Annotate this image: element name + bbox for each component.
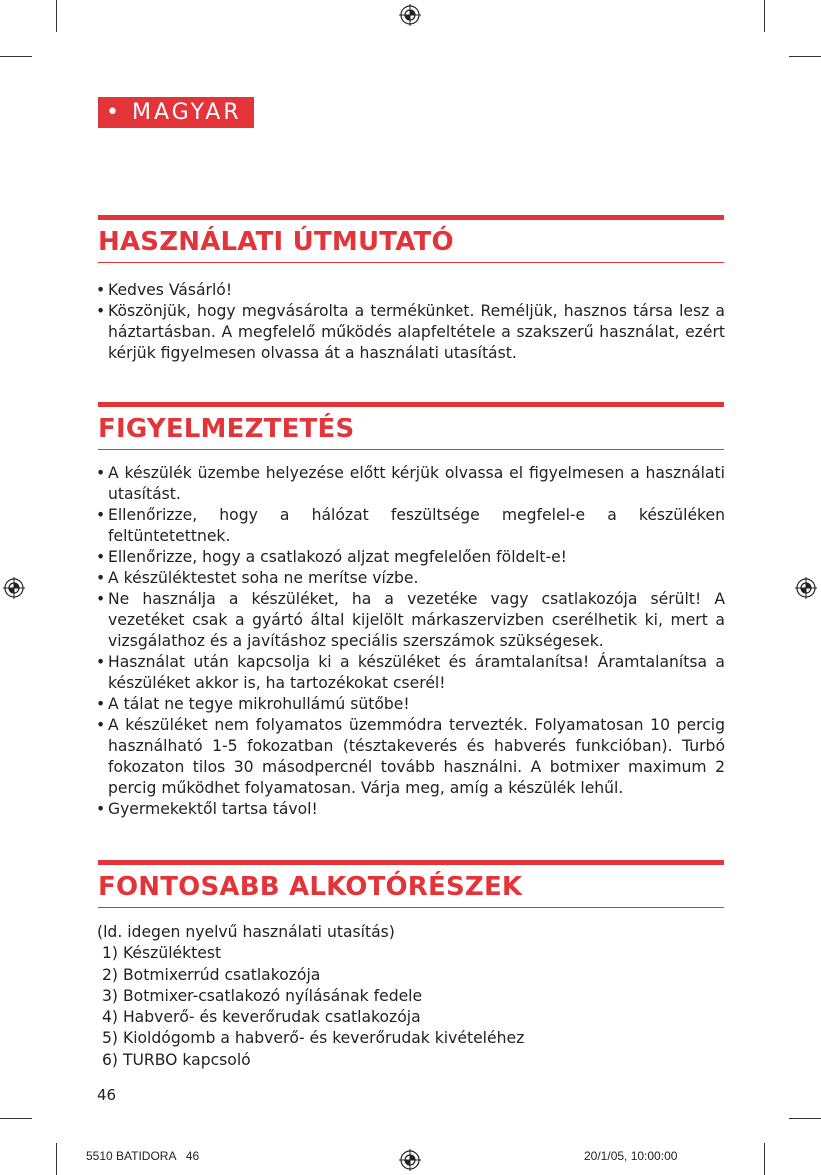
section-rule — [98, 449, 724, 450]
section-header-warning — [98, 402, 724, 450]
crop-mark — [789, 56, 821, 57]
list-item: • Ne használja a készüléket, ha a vezetéke vagy csatlakozója sérült! A vezetéket csak a gyártó által kijelölt márkaszervizben cserélhetik ki, mert a vizsgálathoz és a javításhoz speciális szerszámok szükségesek. — [96, 589, 725, 652]
section-title-manual: HASZNÁLATI ÚTMUTATÓ — [98, 227, 454, 257]
section-header-parts — [98, 860, 724, 908]
crop-mark — [0, 1118, 32, 1119]
section-bar — [98, 402, 724, 407]
list-item: • A készülék üzembe helyezése előtt kérjük olvassa el figyelmesen a használati utasítást. — [96, 463, 725, 505]
list-item: • A készüléktestet soha ne merítse vízbe. — [96, 568, 725, 589]
list-item: • A tálat ne tegye mikrohullámú sütőbe! — [96, 694, 725, 715]
section-title-parts: FONTOSABB ALKOTÓRÉSZEK — [98, 872, 523, 902]
page-number: 46 — [97, 1086, 117, 1104]
list-item: • Köszönjük, hogy megvásárolta a termékünket. Reméljük, hasznos társa lesz a háztartásban. A megfelelő működés alapfeltétele a szakszerű használat, ezért kérjük figyelmesen olvassa át a használati utasítást. — [96, 301, 725, 364]
crop-mark — [56, 1143, 57, 1175]
part-item: 4) Habverő- és keverőrudak csatlakozója — [102, 1008, 421, 1027]
part-item: 6) TURBO kapcsoló — [102, 1050, 251, 1069]
section-bar — [98, 860, 724, 865]
section-rule — [98, 262, 724, 263]
section-title-warning: FIGYELMEZTETÉS — [98, 414, 355, 444]
list-item: • A készüléket nem folyamatos üzemmódra tervezték. Folyamatosan 10 percig használható 1-5 fokozatban (tésztakeverés és habverés funkcióban). Turbó fokozaton tilos 30 másodpercnél tovább használni. A botmixer maximum 2 percig működhet folyamatosan. Várja meg, amíg a készülék lehűl. — [96, 715, 725, 799]
part-item: 3) Botmixer-csatlakozó nyílásának fedele — [102, 986, 423, 1005]
section-rule — [98, 907, 724, 908]
crop-mark — [789, 1118, 821, 1119]
part-item: 5) Kioldógomb a habverő- és keverőrudak kivételéhez — [102, 1029, 525, 1048]
section-bar — [98, 215, 724, 220]
registration-mark-icon — [399, 4, 421, 26]
footer-timestamp: 20/1/05, 10:00:00 — [584, 1149, 678, 1163]
manual-intro-list — [96, 280, 725, 364]
registration-mark-icon — [795, 577, 817, 599]
parts-intro: (ld. idegen nyelvű használati utasítás) — [97, 923, 395, 941]
crop-mark — [764, 1143, 765, 1175]
language-tag: • MAGYAR — [98, 97, 254, 128]
list-item: • Gyermekektől tartsa távol! — [96, 799, 725, 820]
footer-job-label: 5510 BATIDORA 46 — [86, 1149, 200, 1163]
warning-list — [96, 463, 725, 820]
list-item: • Használat után kapcsolja ki a készüléket és áramtalanítsa! Áramtalanítsa a készüléket akkor is, ha tartozékokat cserél! — [96, 652, 725, 694]
part-item: 2) Botmixerrúd csatlakozója — [102, 965, 321, 984]
crop-mark — [0, 56, 32, 57]
parts-list — [97, 922, 726, 1071]
registration-mark-icon — [399, 1149, 421, 1171]
crop-mark — [764, 0, 765, 32]
part-item: 1) Készüléktest — [102, 944, 222, 963]
section-header-manual — [98, 215, 724, 263]
list-item: • Ellenőrizze, hogy a csatlakozó aljzat megfelelően földelt-e! — [96, 547, 725, 568]
list-item: • Ellenőrizze, hogy a hálózat feszültsége megfelel-e a készüléken feltüntetettnek. — [96, 505, 725, 547]
crop-mark — [56, 0, 57, 32]
list-item: • Kedves Vásárló! — [96, 280, 725, 301]
registration-mark-icon — [3, 577, 25, 599]
